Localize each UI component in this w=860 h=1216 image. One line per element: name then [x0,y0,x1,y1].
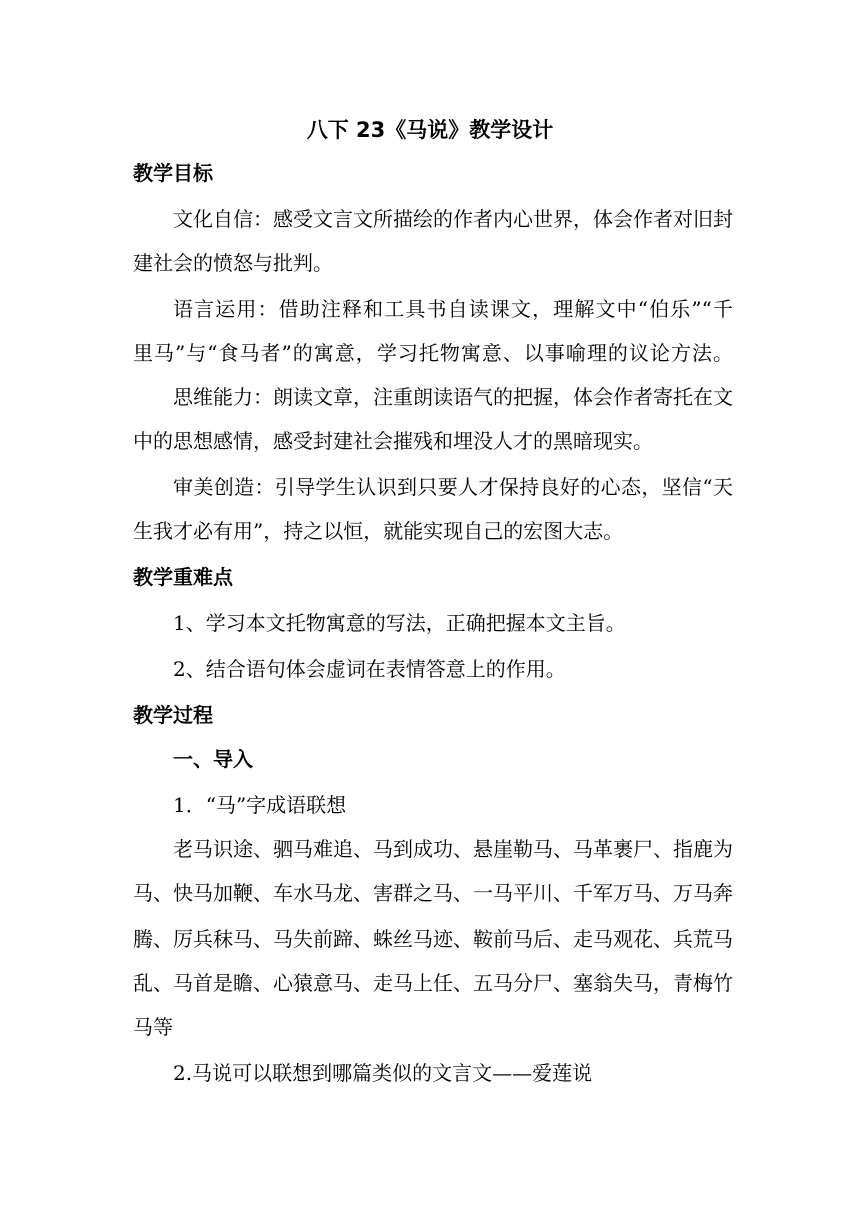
section-heading-goals: 教学目标 [133,161,213,185]
process-subheading-intro: 一、导入 [173,747,253,771]
section-heading-process: 教学过程 [133,703,213,727]
goal-aesthetic-line-1: 审美创造：引导学生认识到只要人才保持良好的心态，坚信“天 [173,475,733,499]
idioms-line-1: 老马识途、驷马难追、马到成功、悬崖勒马、马革裹尸、指鹿为 [173,837,733,861]
goal-thinking-line-1: 思维能力：朗读文章，注重朗读语气的把握，体会作者寄托在文 [173,385,733,409]
goal-language-line-2: 里马”与“食马者”的寓意，学习托物寓意、以事喻理的议论方法。 [133,341,733,365]
key-point-2: 2、结合语句体会虚词在表情答意上的作用。 [173,657,566,681]
idioms-line-2: 马、快马加鞭、车水马龙、害群之马、一马平川、千军万马、万马奔 [133,881,733,905]
idioms-line-4: 乱、马首是瞻、心猿意马、走马上任、五马分尸、塞翁失马，青梅竹 [133,971,733,995]
goal-culture-line-2: 建社会的愤怒与批判。 [133,251,333,275]
goal-aesthetic-line-2: 生我才必有用”，持之以恒，就能实现自己的宏图大志。 [133,519,624,543]
goal-thinking-line-2: 中的思想感情，感受封建社会摧残和埋没人才的黑暗现实。 [133,429,653,453]
document-title: 八下 23《马说》教学设计 [306,118,554,142]
process-step-1: 1．“马”字成语联想 [173,793,347,817]
section-heading-key-points: 教学重难点 [133,565,233,589]
process-step-2: 2.马说可以联想到哪篇类似的文言文——爱莲说 [173,1061,593,1085]
key-point-1: 1、学习本文托物寓意的写法，正确把握本文主旨。 [173,611,626,635]
idioms-line-5: 马等 [133,1015,173,1039]
idioms-line-3: 腾、厉兵秣马、马失前蹄、蛛丝马迹、鞍前马后、走马观花、兵荒马 [133,927,733,951]
goal-language-line-1: 语言运用：借助注释和工具书自读课文，理解文中“伯乐”“千 [173,297,733,321]
goal-culture-line-1: 文化自信：感受文言文所描绘的作者内心世界，体会作者对旧封 [173,207,733,231]
